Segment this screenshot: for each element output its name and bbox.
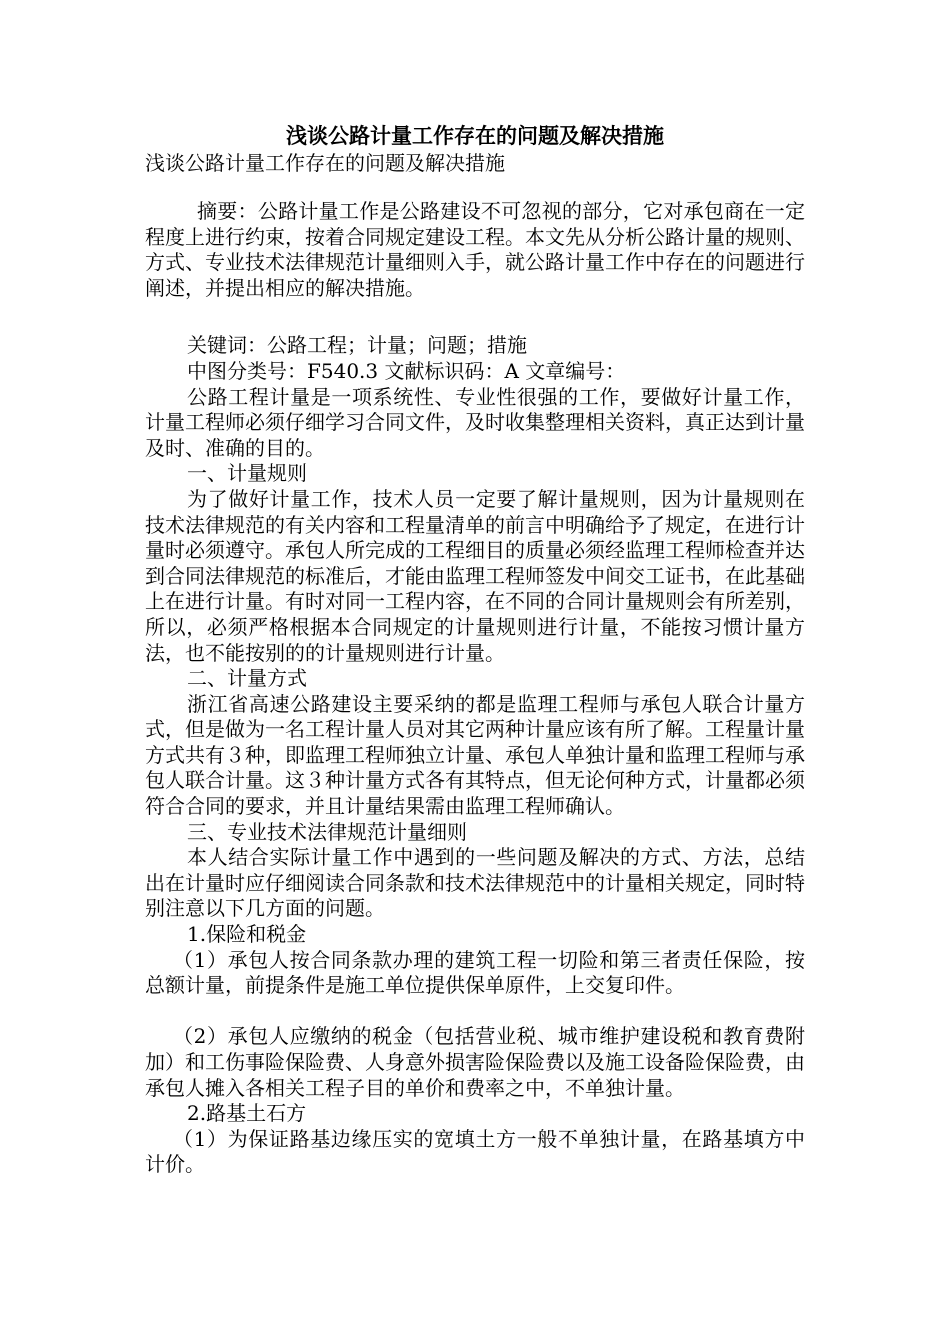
insurance-item-1: （1）承包人按合同条款办理的建筑工程一切险和第三者责任保险，按总额计量，前提条件是施工单位提供保单原件，上交复印件。 — [145, 947, 805, 998]
subsection-heading-earthwork: 2.路基土石方 — [187, 1101, 307, 1126]
keywords-line: 关键词：公路工程；计量；问题；措施 — [187, 333, 527, 358]
section-specs-paragraph: 本人结合实际计量工作中遇到的一些问题及解决的方式、方法，总结出在计量时应仔细阅读合同条款和技术法律规范中的计量相关规定，同时特别注意以下几方面的问题。 — [145, 845, 805, 921]
abstract-paragraph: 摘要：公路计量工作是公路建设不可忽视的部分，它对承包商在一定程度上进行约束，按着合同规定建设工程。本文先从分析公路计量的规则、方式、专业技术法律规范计量细则入手，就公路计量工作中存在的问题进行阐述，并提出相应的解决措施。 — [145, 199, 805, 300]
document-title: 浅谈公路计量工作存在的问题及解决措施 — [286, 123, 664, 148]
document-body — [145, 199, 805, 1178]
earthwork-item-1: （1）为保证路基边缘压实的宽填土方一般不单独计量，在路基填方中计价。 — [145, 1126, 805, 1177]
section-methods-paragraph: 浙江省高速公路建设主要采纳的都是监理工程师与承包人联合计量方式，但是做为一名工程计量人员对其它两种计量应该有所了解。工程量计量方式共有３种，即监理工程师独立计量、承包人单独计量和监理工程师与承包人联合计量。这３种计量方式各有其特点，但无论何种方式，计量都必须符合合同的要求，并且计量结果需由监理工程师确认。 — [145, 691, 805, 819]
section-heading-specs: 三、专业技术法律规范计量细则 — [187, 819, 467, 844]
subsection-heading-insurance: 1.保险和税金 — [187, 922, 307, 947]
intro-paragraph: 公路工程计量是一项系统性、专业性很强的工作，要做好计量工作，计量工程师必须仔细学习合同文件，及时收集整理相关资料，真正达到计量及时、准确的目的。 — [145, 384, 805, 460]
spacer — [145, 999, 805, 1025]
insurance-item-2: （2）承包人应缴纳的税金（包括营业税、城市维护建设税和教育费附加）和工伤事险保险费、人身意外损害险保险费以及施工设备险保险费，由承包人摊入各相关工程子目的单价和费率之中，不单独计量。 — [145, 1024, 805, 1100]
section-rules-paragraph: 为了做好计量工作，技术人员一定要了解计量规则，因为计量规则在技术法律规范的有关内容和工程量清单的前言中明确给予了规定，在进行计量时必须遵守。承包人所完成的工程细目的质量必须经监理工程师检查并达到合同法律规范的标准后，才能由监理工程师签发中间交工证书，在此基础上在进行计量。有时对同一工程内容，在不同的合同计量规则会有所差别，所以，必须严格根据本合同规定的计量规则进行计量，不能按习惯计量方法，也不能按别的的计量规则进行计量。 — [145, 486, 805, 665]
classification-line: 中图分类号：F540.3 文献标识码：A 文章编号： — [187, 358, 626, 383]
section-heading-methods: 二、计量方式 — [187, 666, 307, 691]
document-subtitle: 浅谈公路计量工作存在的问题及解决措施 — [145, 151, 505, 175]
section-heading-rules: 一、计量规则 — [187, 461, 307, 486]
spacer — [145, 301, 805, 333]
